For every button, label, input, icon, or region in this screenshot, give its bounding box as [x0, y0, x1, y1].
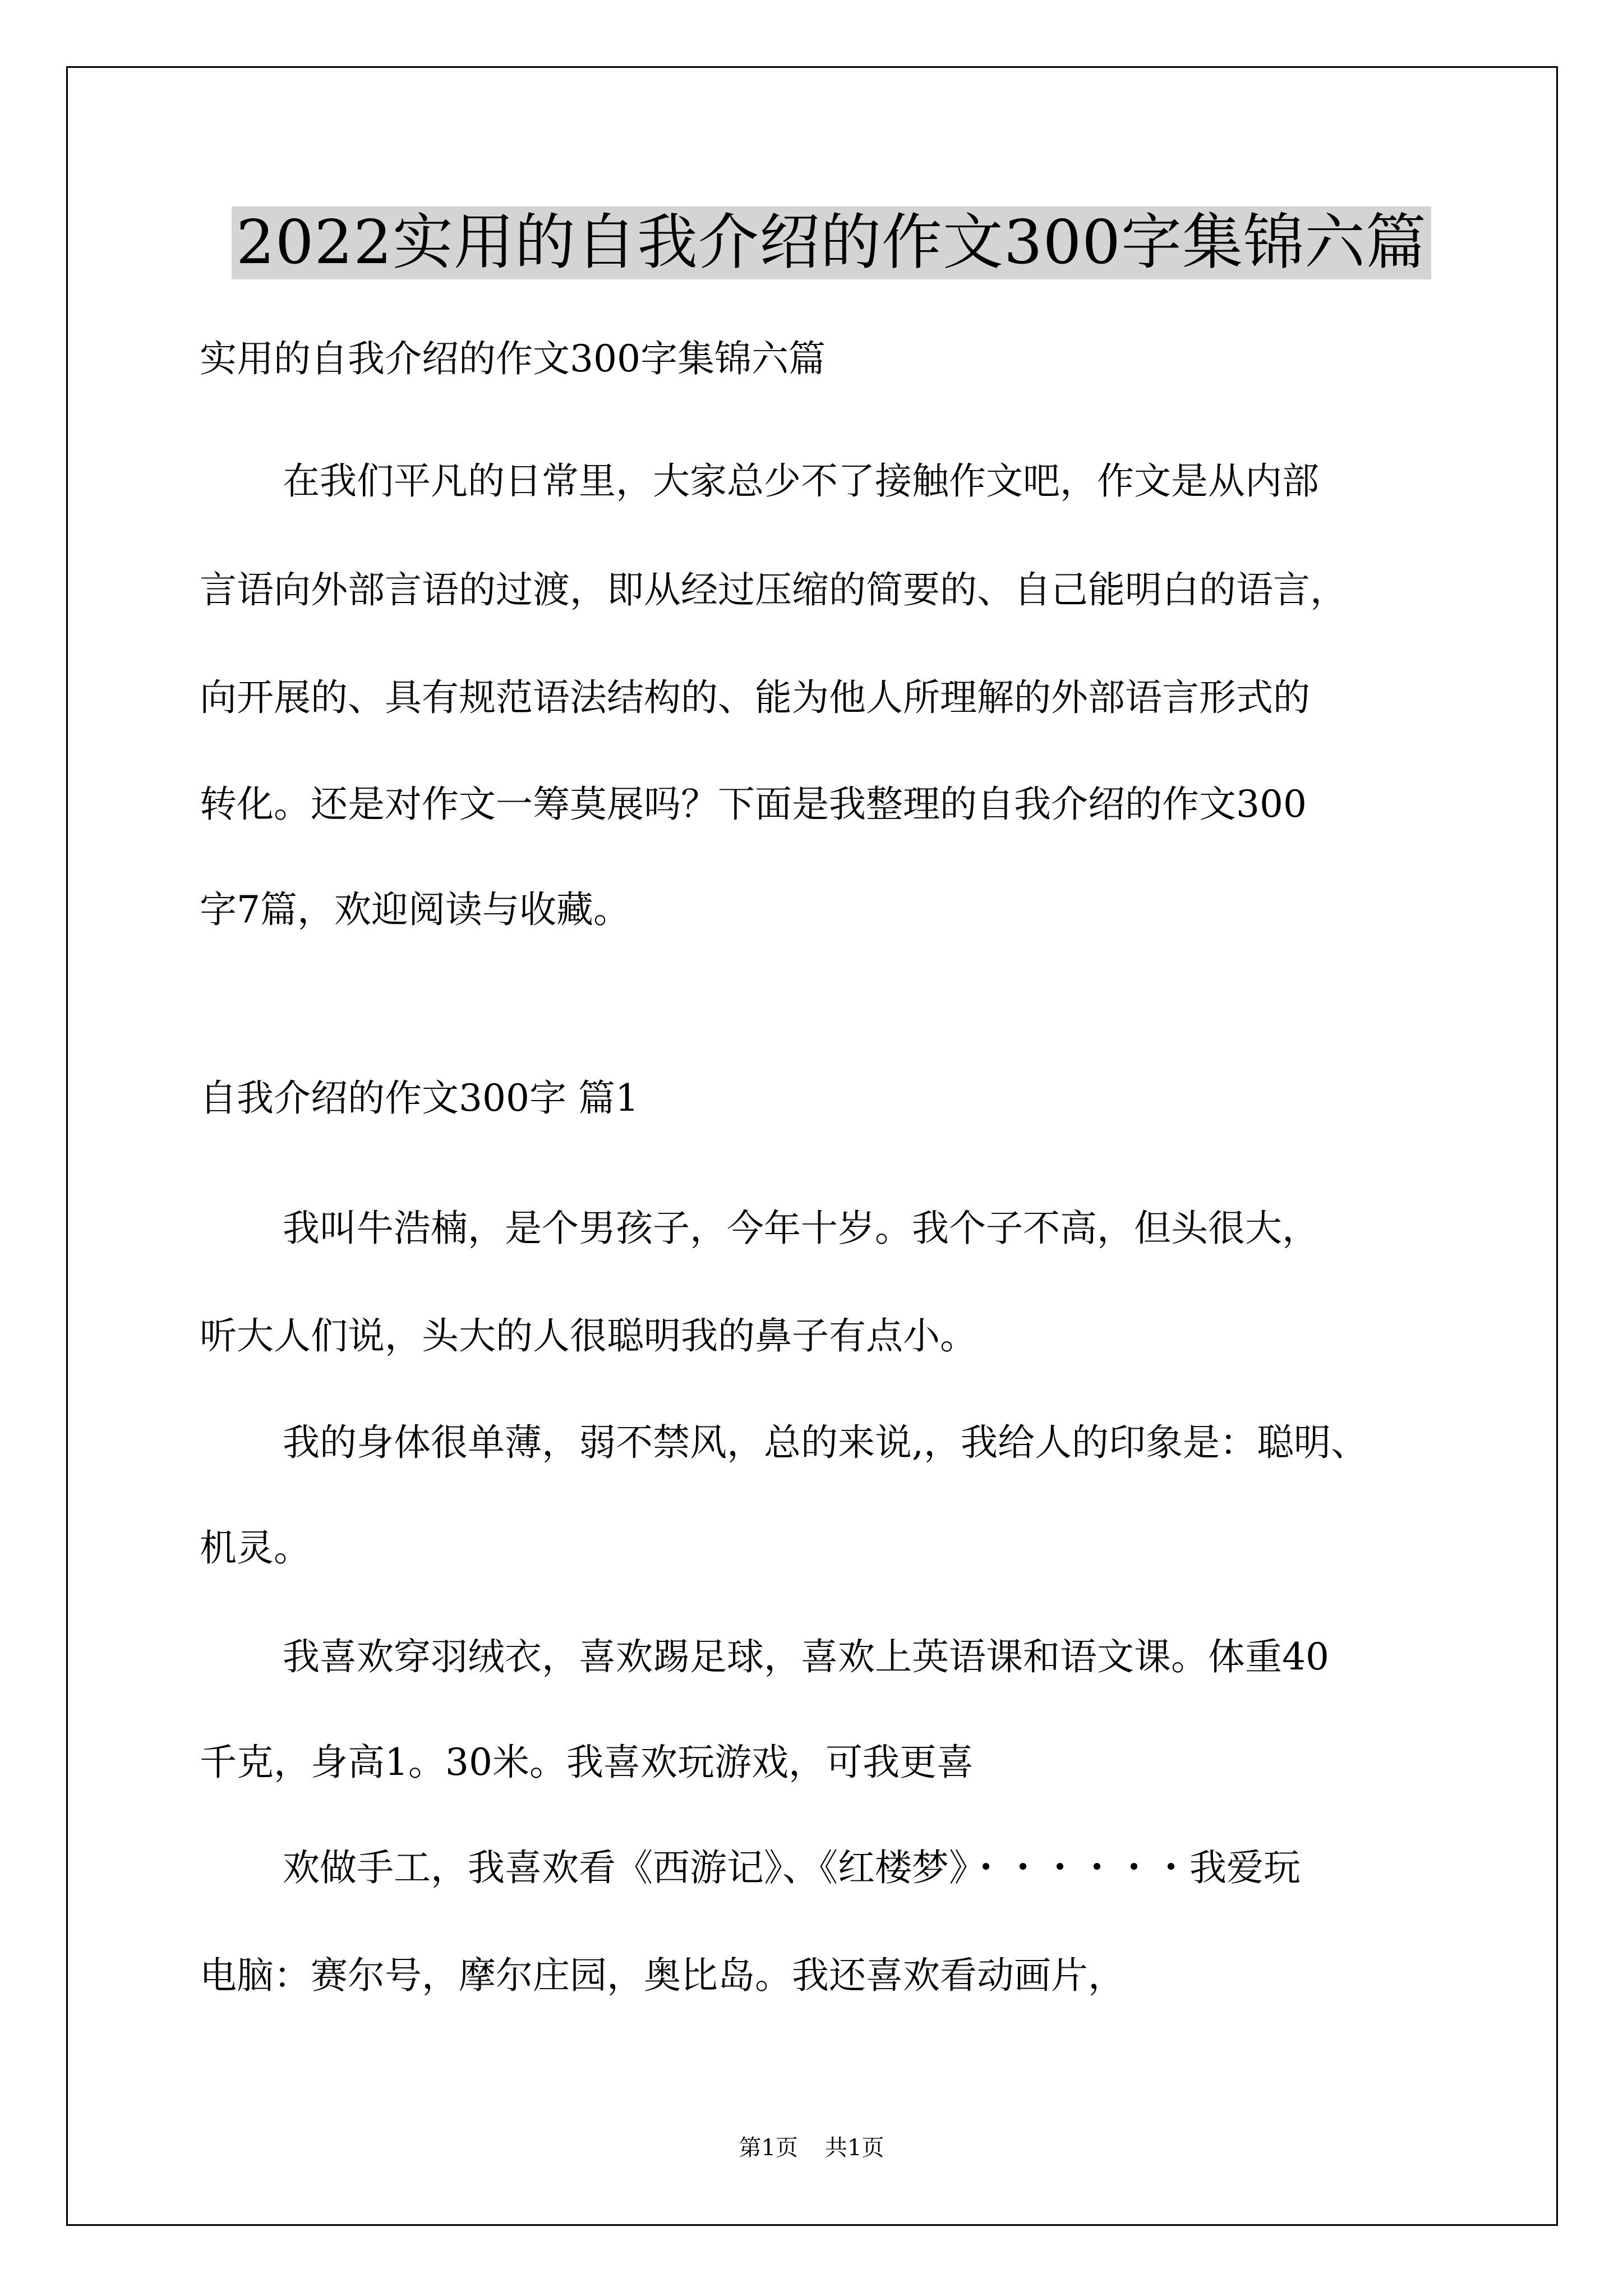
body-paragraph-line: 电脑：赛尔号，摩尔庄园，奥比岛。我还喜欢看动画片，	[200, 1954, 1125, 1997]
page-number: 第1页	[739, 2135, 798, 2161]
body-paragraph-line: 机灵。	[200, 1526, 311, 1570]
intro-paragraph-line: 转化。还是对作文一筹莫展吗？下面是我整理的自我介绍的作文300	[200, 783, 1307, 826]
body-paragraph-line: 千克，身高1。30米。我喜欢玩游戏，可我更喜	[200, 1741, 974, 1784]
page-border	[66, 66, 1558, 2226]
section-heading: 自我介绍的作文300字 篇1	[200, 1076, 639, 1120]
body-paragraph-line: 我的身体很单薄，弱不禁风，总的来说,，我给人的印象是：聪明、	[283, 1421, 1368, 1464]
intro-paragraph-line: 字7篇，欢迎阅读与收藏。	[200, 888, 630, 931]
body-paragraph-line: 我喜欢穿羽绒衣，喜欢踢足球，喜欢上英语课和语文课。体重40	[283, 1635, 1329, 1678]
intro-paragraph-line: 向开展的、具有规范语法结构的、能为他人所理解的外部语言形式的	[200, 676, 1310, 719]
page-total: 共1页	[825, 2135, 884, 2161]
body-paragraph-line: 欢做手工，我喜欢看《西游记》、《红楼梦》・・・・・・我爱玩	[283, 1846, 1301, 1889]
intro-paragraph-line: 在我们平凡的日常里，大家总少不了接触作文吧，作文是从内部	[283, 459, 1319, 503]
body-paragraph-line: 我叫牛浩楠，是个男孩子，今年十岁。我个子不高，但头很大，	[283, 1207, 1319, 1250]
body-paragraph-line: 听大人们说，头大的人很聪明我的鼻子有点小。	[200, 1314, 977, 1358]
page-footer	[0, 2134, 1623, 2162]
intro-paragraph-line: 言语向外部言语的过渡，即从经过压缩的简要的、自己能明白的语言，	[200, 568, 1347, 611]
subtitle-line: 实用的自我介绍的作文300字集锦六篇	[200, 337, 826, 380]
document-title: 2022实用的自我介绍的作文300字集锦六篇	[232, 206, 1431, 279]
